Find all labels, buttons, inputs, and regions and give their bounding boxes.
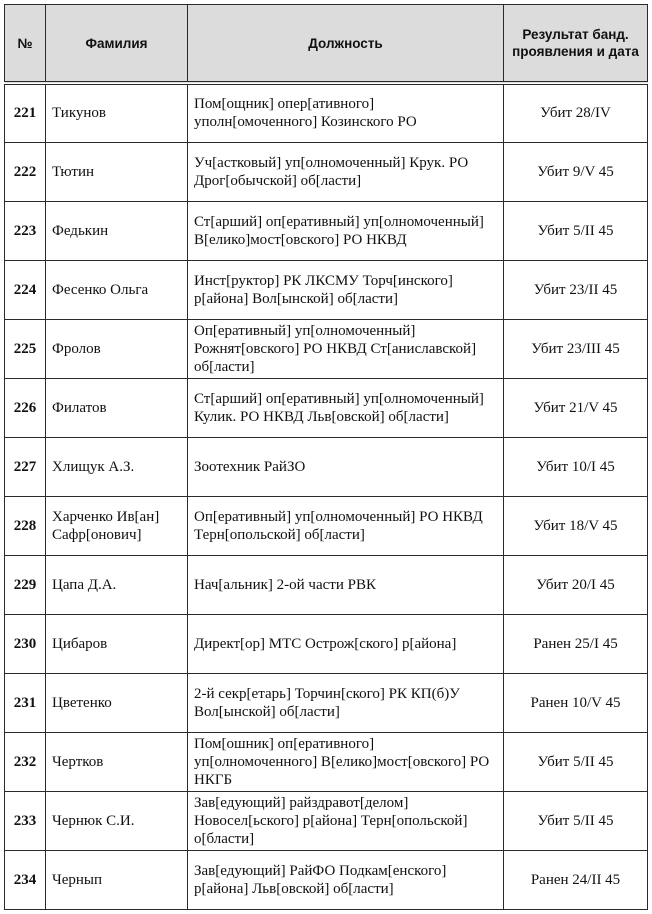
table-row [5,732,648,791]
row-surname: Чернып [46,850,188,909]
row-position: Зоотехник РайЗО [188,437,504,496]
row-num: 228 [5,496,46,555]
header-num: № [5,5,46,84]
row-position: Нач[альник] 2-ой части РВК [188,555,504,614]
row-result: Убит 5/II 45 [504,791,648,850]
row-surname: Цветенко [46,673,188,732]
row-num: 224 [5,260,46,319]
row-num: 232 [5,732,46,791]
row-result: Убит 5/II 45 [504,732,648,791]
row-position: Зав[едующий] РайФО Подкам[енского] р[айона] Льв[овской] об[ласти] [188,850,504,909]
table-row [5,378,648,437]
row-num: 225 [5,319,46,378]
row-surname: Харченко Ив[ан] Сафр[онович] [46,496,188,555]
row-surname: Тикунов [46,83,188,142]
row-surname: Цибаров [46,614,188,673]
row-position: Уч[астковый] уп[олномоченный] Крук. РО Дрог[обычской] об[ласти] [188,142,504,201]
table-row [5,260,648,319]
row-result: Убит 23/II 45 [504,260,648,319]
row-surname: Чертков [46,732,188,791]
row-position: 2-й секр[етарь] Торчин[ского] РК КП(б)У Вол[ынской] об[ласти] [188,673,504,732]
row-surname: Филатов [46,378,188,437]
row-num: 231 [5,673,46,732]
row-position: Пом[ошник] оп[еративного] уп[олномоченного] В[елико]мост[овского] РО НКГБ [188,732,504,791]
row-position: Пом[ощник] опер[ативного] уполн[омоченного] Козинского РО [188,83,504,142]
row-num: 234 [5,850,46,909]
row-position: Инст[руктор] РК ЛКСМУ Торч[инского] р[айона] Вол[ынской] об[ласти] [188,260,504,319]
row-result: Убит 20/I 45 [504,555,648,614]
row-result: Убит 18/V 45 [504,496,648,555]
row-surname: Фесенко Ольга [46,260,188,319]
row-num: 223 [5,201,46,260]
table-row [5,83,648,142]
row-surname: Чернюк С.И. [46,791,188,850]
row-num: 226 [5,378,46,437]
row-position: Зав[едующий] райздравот[делом] Новосел[ьского] р[айона] Терн[опольской] о[бласти] [188,791,504,850]
table-row [5,142,648,201]
header-surname: Фамилия [46,5,188,84]
row-result: Убит 9/V 45 [504,142,648,201]
row-surname: Фролов [46,319,188,378]
row-num: 230 [5,614,46,673]
row-position: Оп[еративный] уп[олномоченный] РО НКВД Терн[опольской] об[ласти] [188,496,504,555]
row-result: Убит 28/IV [504,83,648,142]
row-num: 221 [5,83,46,142]
table-row [5,673,648,732]
row-num: 227 [5,437,46,496]
table-row [5,791,648,850]
row-result: Ранен 25/I 45 [504,614,648,673]
row-num: 229 [5,555,46,614]
header-result: Результат банд. проявления и дата [504,5,648,84]
table-row [5,437,648,496]
row-num: 233 [5,791,46,850]
row-position: Директ[ор] МТС Острож[ского] р[айона] [188,614,504,673]
row-position: Оп[еративный] уп[олномоченный] Рожнят[овского] РО НКВД Ст[аниславской] об[ласти] [188,319,504,378]
row-result: Ранен 24/II 45 [504,850,648,909]
header-position: Должность [188,5,504,84]
row-result: Убит 10/I 45 [504,437,648,496]
table-header-row [5,5,648,84]
table-row [5,201,648,260]
row-surname: Федькин [46,201,188,260]
row-surname: Цапа Д.А. [46,555,188,614]
table-row [5,496,648,555]
casualty-table [4,4,648,910]
table-row [5,555,648,614]
row-position: Ст[арший] оп[еративный] уп[олномоченный] Кулик. РО НКВД Льв[овской] об[ласти] [188,378,504,437]
row-result: Убит 21/V 45 [504,378,648,437]
table-row [5,850,648,909]
row-result: Убит 23/III 45 [504,319,648,378]
row-num: 222 [5,142,46,201]
table-row [5,319,648,378]
row-surname: Тютин [46,142,188,201]
row-position: Ст[арший] оп[еративный] уп[олномоченный] В[елико]мост[овского] РО НКВД [188,201,504,260]
row-surname: Хлищук А.З. [46,437,188,496]
table-row [5,614,648,673]
row-result: Ранен 10/V 45 [504,673,648,732]
row-result: Убит 5/II 45 [504,201,648,260]
